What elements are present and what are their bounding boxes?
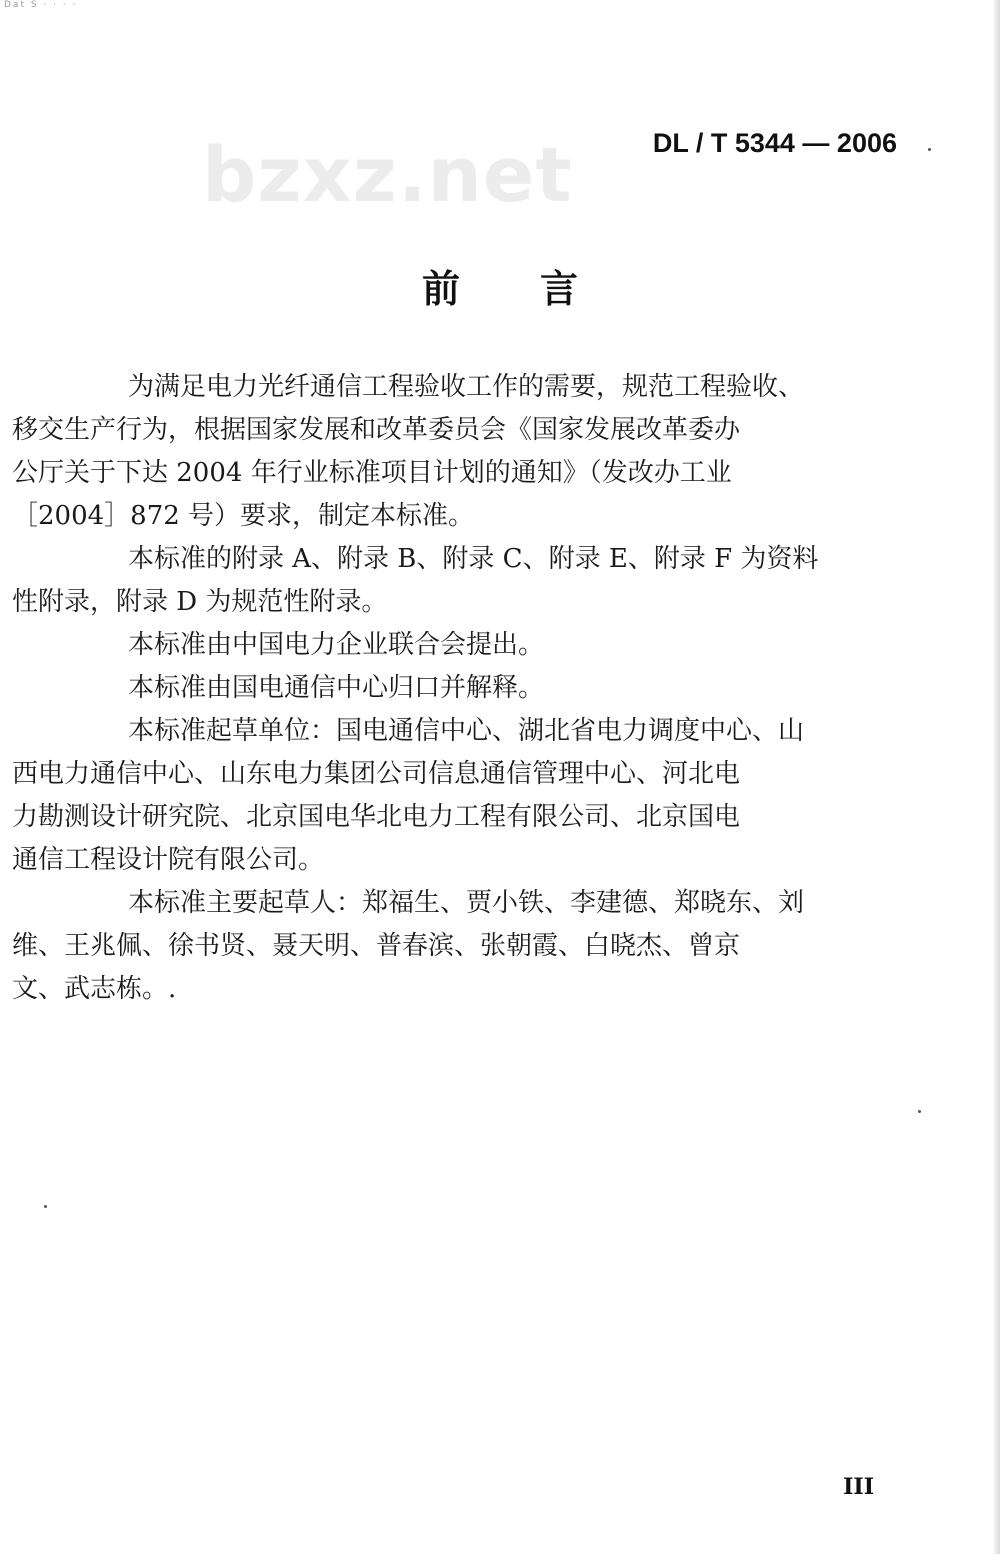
text-line: 本标准的附录 A、附录 B、附录 C、附录 E、附录 F 为资料 — [128, 544, 819, 574]
scan-speck — [928, 148, 931, 151]
paragraph-appendix — [12, 538, 898, 624]
scan-speck — [918, 1110, 921, 1113]
text-line: 本标准由国电通信中心归口并解释。 — [128, 673, 545, 703]
text-line: 通信工程设计院有限公司。 — [12, 845, 325, 875]
text-line: 维、王兆佩、徐书贤、聂天明、普春滨、张朝霞、白晓杰、曾京 — [12, 931, 741, 961]
text-line: 本标准主要起草人：郑福生、贾小铁、李建德、郑晓东、刘 — [128, 888, 805, 918]
page-number: III — [843, 1474, 874, 1500]
text-line: 性附录，附录 D 为规范性附录。 — [12, 587, 388, 617]
paragraph-drafting-units — [12, 710, 898, 882]
preface-body — [12, 366, 898, 1011]
scan-artifact-text: Dat S · · · · — [4, 0, 78, 10]
text-line: 为满足电力光纤通信工程验收工作的需要，规范工程验收、 — [128, 372, 805, 402]
text-line: ［2004］872 号）要求，制定本标准。 — [12, 501, 475, 531]
text-line: 文、武志栋。. — [12, 974, 177, 1004]
page-edge-shadow — [994, 0, 1000, 1554]
text-line: 本标准由中国电力企业联合会提出。 — [128, 630, 545, 660]
text-line: 本标准起草单位：国电通信中心、湖北省电力调度中心、山 — [128, 716, 805, 746]
page-title: 前言 — [421, 267, 658, 311]
text-line: 公厅关于下达 2004 年行业标准项目计划的通知》（发改办工业 — [12, 458, 732, 488]
watermark: bzxz.net — [202, 130, 573, 219]
text-line: 西电力通信中心、山东电力集团公司信息通信管理中心、河北电 — [12, 759, 741, 789]
text-line: 移交生产行为，根据国家发展和改革委员会《国家发展改革委办 — [12, 415, 741, 445]
standard-code: DL / T 5344 — 2006 — [652, 128, 897, 158]
paragraph-purpose — [12, 366, 898, 538]
paragraph-drafters — [12, 882, 898, 1011]
scan-speck — [44, 1205, 47, 1208]
paragraph-interpreter — [70, 667, 898, 710]
paragraph-proposer — [70, 624, 898, 667]
text-line: 力勘测设计研究院、北京国电华北电力工程有限公司、北京国电 — [12, 802, 741, 832]
